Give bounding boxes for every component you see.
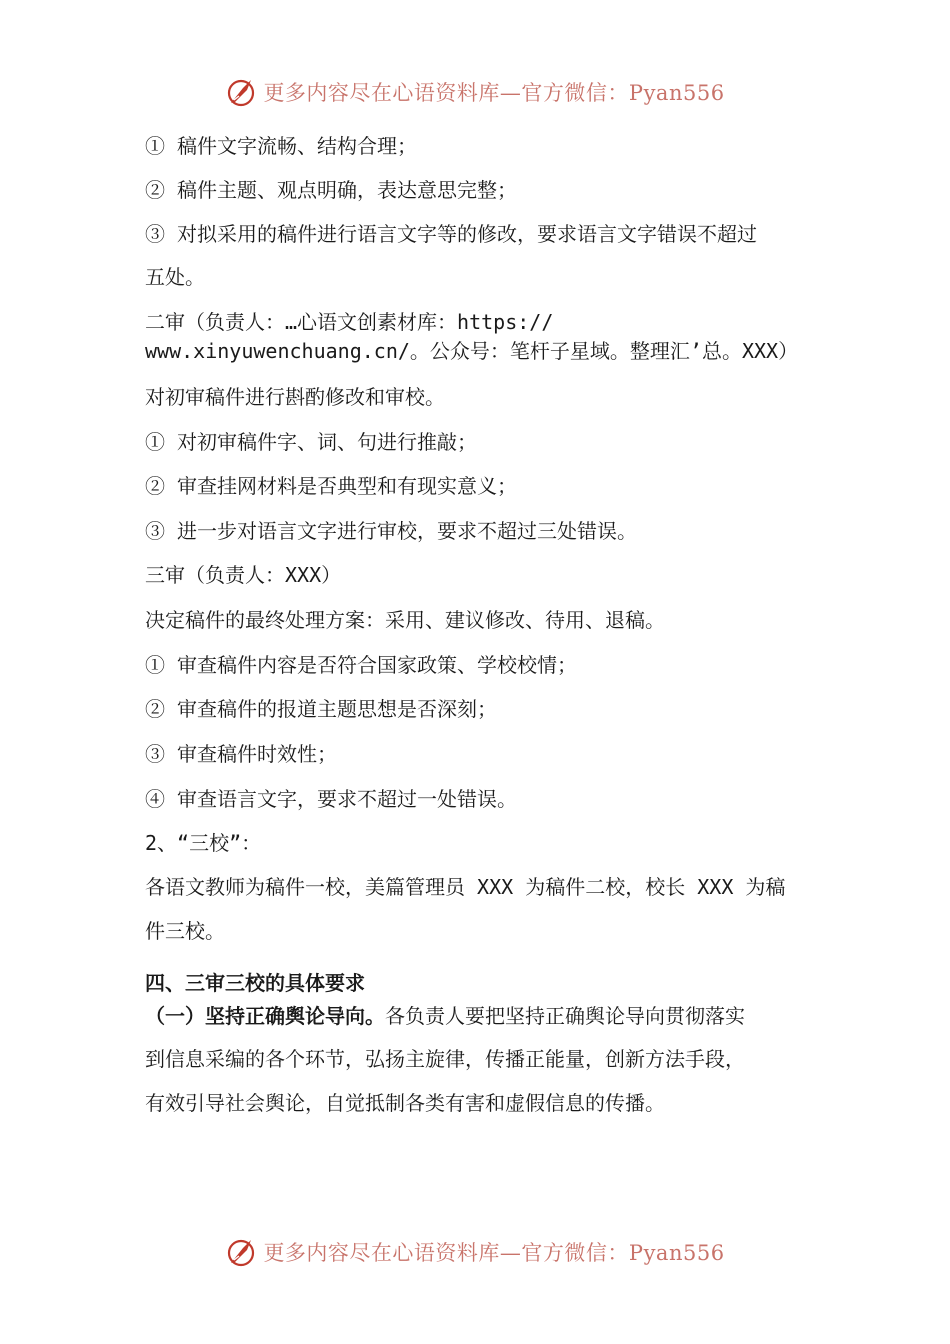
paragraph: 到信息采编的各个环节，弘扬主旋律，传播正能量，创新方法手段， [145, 1047, 745, 1071]
list-item: ① 稿件文字流畅、结构合理； [145, 134, 418, 158]
list-item: ① 审查稿件内容是否符合国家政策、学校校情； [145, 653, 578, 677]
header-banner [0, 72, 950, 112]
paragraph: 决定稿件的最终处理方案：采用、建议修改、待用、退稿。 [145, 608, 665, 632]
paragraph: 各语文教师为稿件一校，美篇管理员 XXX 为稿件二校，校长 XXX 为稿 [145, 875, 786, 899]
paragraph-bold-lead: （一）坚持正确舆论导向。 [145, 1004, 385, 1028]
quill-logo-icon [225, 1236, 257, 1268]
paragraph: 有效引导社会舆论，自觉抵制各类有害和虚假信息的传播。 [145, 1091, 665, 1115]
list-item: ③ 对拟采用的稿件进行语言文字等的修改，要求语言文字错误不超过 [145, 222, 758, 246]
list-item: 五处。 [145, 265, 205, 289]
list-item: ② 稿件主题、观点明确，表达意思完整； [145, 178, 518, 202]
footer-banner [0, 1232, 950, 1272]
list-item: ③ 进一步对语言文字进行审校，要求不超过三处错误。 [145, 519, 638, 543]
review-heading-cont: www.xinyuwenchuang.cn/。公众号：笔杆子星域。整理汇’总。XXX） [145, 339, 799, 363]
list-item: ① 对初审稿件字、词、句进行推敲； [145, 430, 478, 454]
banner-text: 更多内容尽在心语资料库—官方微信：Pyan556 [263, 1241, 725, 1265]
paragraph-text: 各负责人要把坚持正确舆论导向贯彻落实 [385, 1004, 745, 1028]
list-item: ③ 审查稿件时效性； [145, 742, 338, 766]
review-heading: 三审（负责人：XXX） [145, 563, 342, 587]
subheading: 2、“三校”： [145, 831, 262, 855]
list-item: ④ 审查语言文字，要求不超过一处错误。 [145, 787, 518, 811]
list-item: ② 审查挂网材料是否典型和有现实意义； [145, 474, 518, 498]
banner-text: 更多内容尽在心语资料库—官方微信：Pyan556 [263, 81, 725, 105]
paragraph: 件三校。 [145, 919, 225, 943]
list-item: ② 审查稿件的报道主题思想是否深刻； [145, 697, 498, 721]
section-heading: 四、三审三校的具体要求 [145, 971, 365, 995]
paragraph: 对初审稿件进行斟酌修改和审校。 [145, 385, 445, 409]
review-heading: 二审（负责人：…心语文创素材库：https:// [145, 310, 554, 334]
paragraph [145, 1002, 745, 1030]
quill-logo-icon [225, 76, 257, 108]
